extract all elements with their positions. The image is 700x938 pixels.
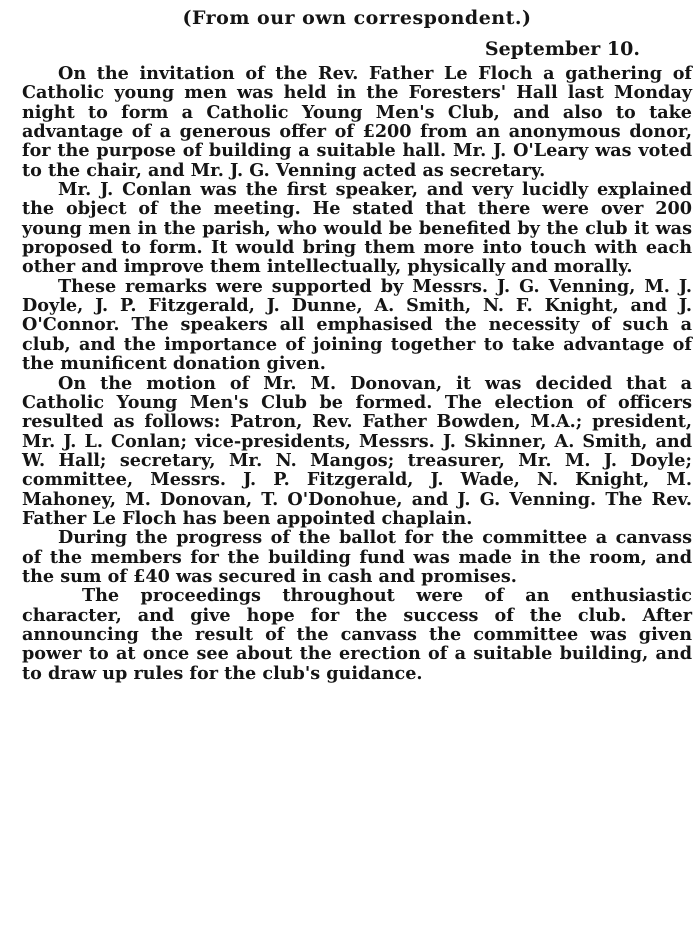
paragraph-5: During the progress of the ballot for the committee a canvass of the members for the building fund was made in the room, and the sum of £40 was secured in cash and promises.	[22, 527, 692, 587]
paragraph-6: The proceedings throughout were of an enthusiastic character, and give hope for the success of the club. After announcing the result of the canvass the committee was given power to at once see about the erection of a suitable building, and to draw up rules for the club's guidance.	[22, 585, 692, 684]
paragraph-3: These remarks were supported by Messrs. J. G. Venning, M. J. Doyle, J. P. Fitzgerald, J. Dunne, A. Smith, N. F. Knight, and J. O'Connor. The speakers all emphasised the necessity of such a club, and the importance of joining together to take advantage of the munificent donation given.	[22, 275, 692, 375]
paragraph-4: On the motion of Mr. M. Donovan, it was decided that a Catholic Young Men's Club be formed. The election of officers resulted as follows: Patron, Rev. Father Bowden, M.A.; president, Mr. J. L. Conlan; vice-presidents, Messrs. J. Skinner, A. Smith, and W. Hall; secretary, Mr. N. Mangos; treasurer, Mr. M. J. Doyle; committee, Messrs. J. P. Fitzgerald, J. Wade, N. Knight, M. Mahoney, M. Donovan, T. O'Donohue, and J. G. Venning. The Rev. Father Le Floch has been appointed chaplain.	[22, 372, 692, 529]
paragraph-2: Mr. J. Conlan was the first speaker, and very lucidly explained the object of the meeting. He stated that there were over 200 young men in the parish, who would be benefited by the club it was proposed to form. It would bring them more into touch with each other and improve them intellectually, physically and morally.	[22, 179, 692, 278]
article-body	[22, 64, 692, 683]
paragraph-1: On the invitation of the Rev. Father Le Floch a gathering of Catholic young men was held in the Foresters' Hall last Monday night to form a Catholic Young Men's Club, and also to take advantage of a generous offer of £200 from an anonymous donor, for the purpose of building a suitable hall. Mr. J. O'Leary was voted to the chair, and Mr. J. G. Venning acted as secretary.	[22, 63, 692, 181]
dateline: September 10.	[484, 38, 640, 60]
byline: (From our own correspondent.)	[182, 7, 532, 29]
